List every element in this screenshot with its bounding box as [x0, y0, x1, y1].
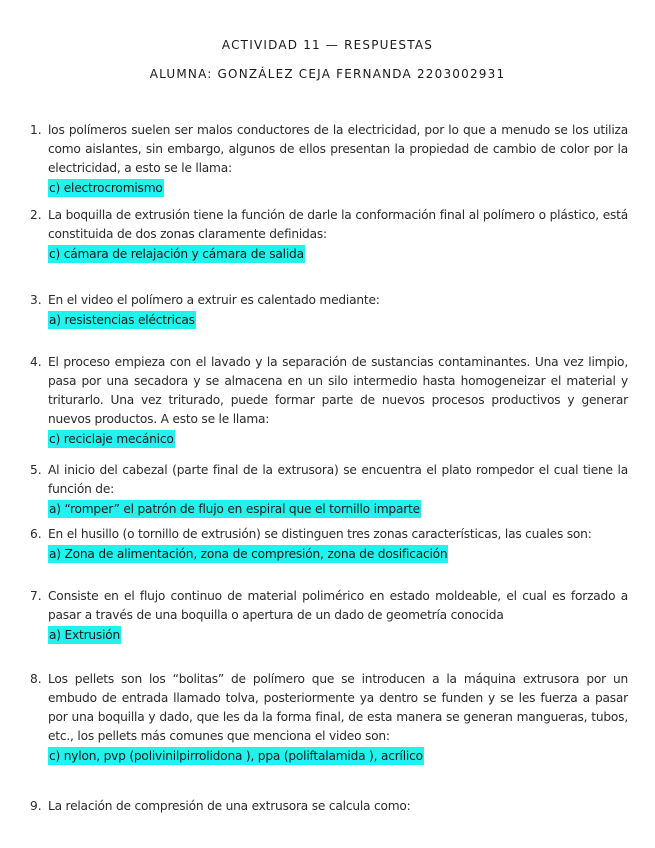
question-body [48, 525, 628, 564]
question-body [48, 121, 628, 198]
question-text: En el husillo (o tornillo de extrusión) se distinguen tres zonas características, las cuales son: [48, 527, 592, 541]
question-text: Consiste en el flujo continuo de material polimérico en estado moldeable, el cual es forzado a pasar a través de una boquilla o apertura de un dado de geometría conocida [48, 589, 628, 622]
highlighted-answer: a) Zona de alimentación, zona de compresión, zona de dosificación [49, 547, 448, 561]
highlighted-answer: c) electrocromismo [49, 181, 163, 195]
question-text: El proceso empieza con el lavado y la separación de sustancias contaminantes. Una vez limpio, pasa por una secadora y se almacena en un silo intermedio hasta homogeneizar el material y triturarlo. Una vez triturado, puede formar parte de nuevos procesos productivos y generar nuevos productos. A esto se le llama: [48, 355, 628, 426]
question-body [48, 206, 628, 264]
student-name: ALUMNA: GONZÁLEZ CEJA FERNANDA 2203002931 [149, 67, 506, 81]
question-number: 2. [30, 208, 42, 222]
question-number: 6. [30, 527, 42, 541]
question-text: La relación de compresión de una extrusora se calcula como: [48, 799, 411, 813]
highlighted-answer: c) reciclaje mecánico [49, 432, 174, 446]
question-body [48, 587, 628, 645]
question-number: 7. [30, 589, 42, 603]
question-text: En el video el polímero a extruir es calentado mediante: [48, 293, 380, 307]
question-body [48, 461, 628, 519]
question-body [48, 291, 628, 330]
highlighted-answer: a) resistencias eléctricas [49, 313, 195, 327]
question-number: 8. [30, 672, 42, 686]
question-number: 1. [30, 123, 42, 137]
highlighted-answer: c) cámara de relajación y cámara de salida [49, 247, 304, 261]
question-number: 9. [30, 799, 42, 813]
question-text: Los pellets son los “bolitas” de polímero que se introducen a la máquina extrusora por un embudo de entrada llamado tolva, posteriormente ya dentro se funden y se les fuerza a pasar por una boquilla y dado, que les da la forma final, de esta manera se generan mangueras, tubos, etc., los pellets más comunes que menciona el video son: [48, 672, 628, 743]
question-number: 3. [30, 293, 42, 307]
question-number: 4. [30, 355, 42, 369]
question-text: La boquilla de extrusión tiene la función de darle la conformación final al polímero o plástico, está constituida de dos zonas claramente definidas: [48, 208, 628, 241]
question-body [48, 797, 628, 816]
highlighted-answer: c) nylon, pvp (polivinilpirrolidona ), ppa (poliftalamida ), acrílico [49, 749, 423, 763]
question-number: 5. [30, 463, 42, 477]
question-text: Al inicio del cabezal (parte final de la extrusora) se encuentra el plato rompedor el cual tiene la función de: [48, 463, 628, 496]
question-body [48, 670, 628, 766]
question-body [48, 353, 628, 449]
highlighted-answer: a) “romper” el patrón de flujo en espiral que el tornillo imparte [49, 502, 420, 516]
question-text: los polímeros suelen ser malos conductores de la electricidad, por lo que a menudo se los utiliza como aislantes, sin embargo, algunos de ellos presentan la propiedad de cambio de color por la electricidad, a esto se le llama: [48, 123, 628, 175]
document-title: ACTIVIDAD 11 — RESPUESTAS [221, 38, 434, 52]
highlighted-answer: a) Extrusión [49, 628, 121, 642]
